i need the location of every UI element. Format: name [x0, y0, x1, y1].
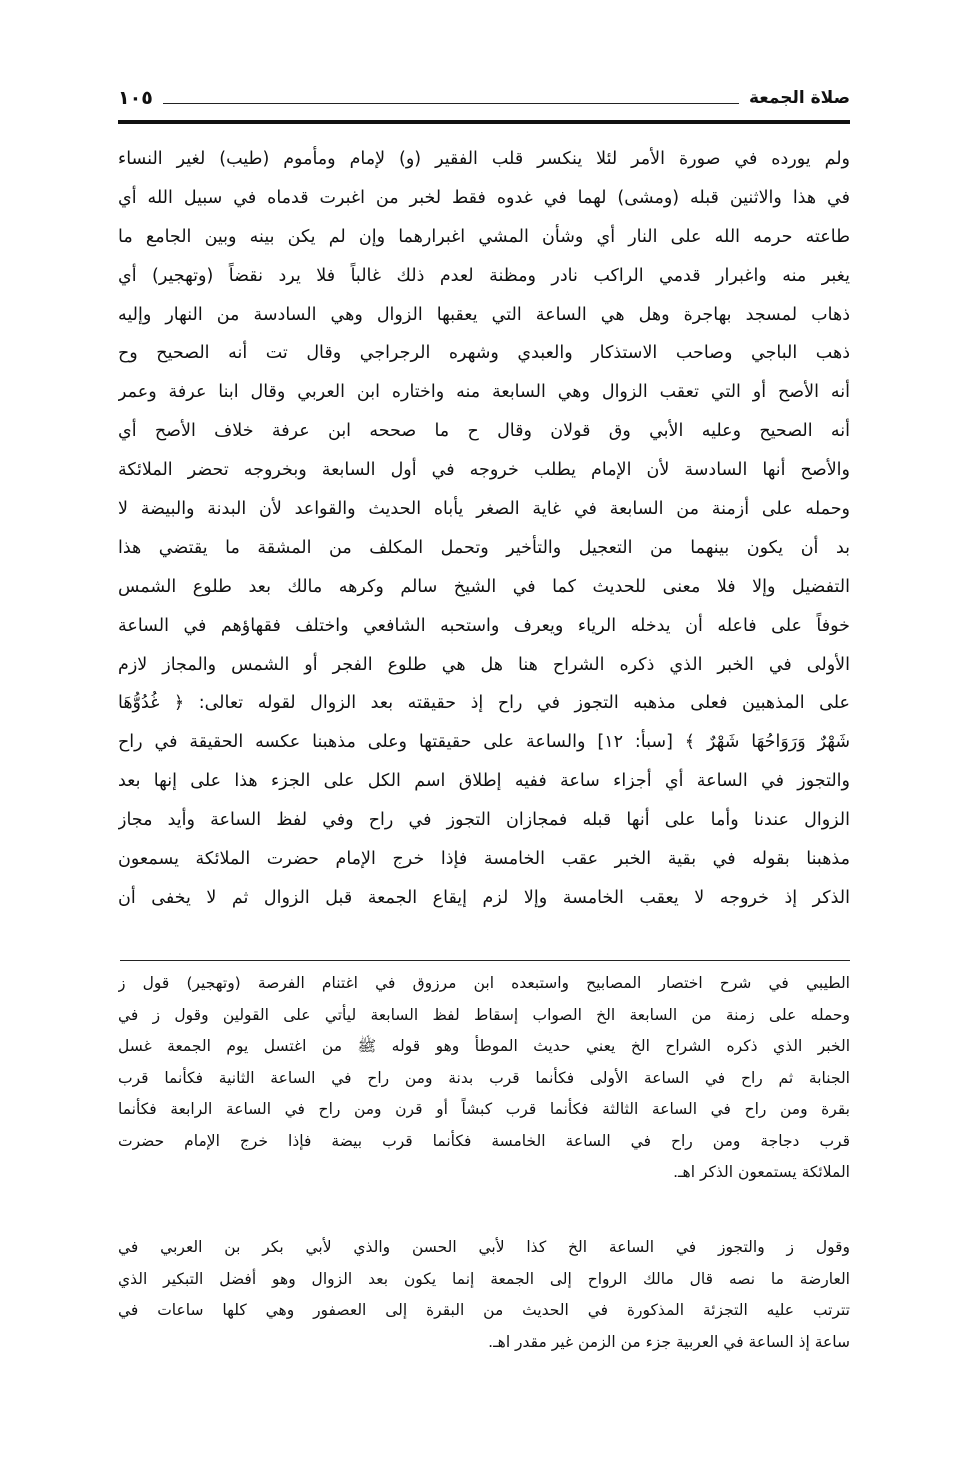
text-line: الأولى في الخبر الذي ذكره الشراح هنا هل هي طلوع الفجر أو الشمس والمجاز لازم: [118, 654, 850, 675]
text-line: والتجوز في الساعة أي أجزاء ساعة ففيه إطلاق اسم الكل على الجزء هذا على إنها بعد: [118, 771, 850, 792]
text-line: الزوال عندنا وأما على أنها قبله فمجازان التجوز في راح وفي لفظ الساعة وأيد مجاز: [118, 810, 850, 831]
text-line: التفضيل وإلا فلا معنى للحديث كما في الشيخ سالم وكرهه مالك بعد طلوع الشمس: [118, 576, 850, 597]
text-line: الذكر إذ خروجه لا يعقب الخامسة وإلا لزم إيقاع الجمعة قبل الزوال ثم لا يخفى أن: [118, 887, 850, 908]
text-line: تترتب عليه التجزئة المذكورة في الحديث من البقرة إلى العصفور وهي كلها ساعات في: [118, 1301, 850, 1319]
text-line: على المذهبين فعلى مذهبه التجوز في راح إذ حقيقته بعد الزوال لقوله تعالى: ﴿ غُدُوُّهَا: [118, 693, 850, 714]
text-line: أنه الأصح أو التي تعقب الزوال وهي السابعة منه واختاره ابن العربي وقال ابنا عرفة وعمر: [118, 382, 850, 403]
chapter-title: صلاة الجمعة: [748, 88, 850, 108]
page-number: ١٠٥: [118, 87, 153, 109]
main-text: [118, 140, 850, 918]
running-header: [118, 84, 850, 112]
text-line: ذهاب لمسجد بهاجرة وهل هي الساعة التي يعقبها الزوال وهي السادسة من النهار وإليه: [118, 304, 850, 325]
text-line: الطيبي في شرح اختصار المصابيح واستبعده ابن مرزوق في اغتنام الفرصة (وتهجير) قول ز: [118, 974, 850, 992]
text-line: ولم يورده في صورة الأمر لئلا ينكسر قلب الفقير (و) لإمام ومأموم (طيب) لغير النساء: [118, 149, 850, 169]
text-line: بد أن يكون بينهما من التعجيل والتأخير وتحمل المكلف من المشقة ما يقتضي هذا: [118, 537, 850, 558]
text-line: والأصح أنها السادسة لأن الإمام يطلب خروجه في أول السابعة وبخروجه تحضر الملائكة: [118, 460, 850, 481]
footnote-1: [118, 968, 850, 1189]
text-line: الخبر الذي ذكره الشراح الخ يعني حديث الموطأ وهو قوله ﷺ من اغتسل يوم الجمعة غسل: [118, 1037, 850, 1055]
text-line: في هذا والاثنين قبله (ومشى) لهما في غدوه فقط لخبر من اغبرت قدماه في سبيل الله أي: [118, 187, 850, 208]
text-line: ذهب الباجي وصاحب الاستذكار والعبدي وشهره الرجراجي وقال تت أنه الصحيح وح: [118, 343, 850, 364]
text-line: ساعة إذ الساعة في العربية جزء من الزمن غير مقدر اهـ.: [488, 1332, 850, 1351]
text-line: مذهبنا بقوله في بقية الخبر عقب الخامسة فإذا خرج الإمام حضرت الملائكة يسمعون: [118, 849, 850, 870]
text-line: شَهْرٌ وَرَوَاحُهَا شَهْرٌ ﴾ [سبأ: ١٢] والساعة على حقيقتها وعلى مذهبنا عكسه الحقيقة في راح: [118, 732, 850, 753]
text-line: خوفاً على فاعله أن يدخله الرياء ويعرف واستحبه الشافعي واختلف فقهاؤهم في الساعة: [118, 615, 850, 636]
text-line: وحمله على أزمنة من السابعة في غاية الصغر يأباه الحديث والقواعد لأن البدنة والبيضة لا: [118, 499, 850, 520]
text-line: يغبر منه واغبرار قدمي الراكب نادر ومظنة لعدم ذلك غالباً فلا يرد نقضاً (وتهجير) أي: [118, 265, 850, 286]
text-line: طاعته حرمه الله على النار أي وشأن المشي اغبرارهما وإن لم يكن بينه وبين الجامع ما: [118, 226, 850, 247]
text-line: الملائكة يستمعون الذكر اهـ.: [673, 1163, 850, 1181]
header-rule: [118, 120, 850, 124]
text-line: وحمله على زمنة من السابعة الخ الصواب إسقاط لفظ السابعة ليأتي على القولين وقول ز في: [118, 1005, 850, 1024]
footnote-2: [118, 1232, 850, 1358]
text-line: أنه الصحيح وعليه الأبي وق قولان وقال ح ما صححه ابن عرفة خلاف الأصح أي: [118, 421, 850, 442]
text-line: العارضة ما نصه قال مالك الرواح إلى الجمعة إنما يكون بعد الزوال وهو أفضل التبكير الذي: [118, 1269, 850, 1288]
text-line: الجنابة ثم راح في الساعة الأولى فكأنما قرب بدنة ومن راح في الساعة الثانية فكأنما قرب: [118, 1068, 850, 1087]
text-line: قرب دجاجة ومن راح في الساعة الخامسة فكأنما قرب بيضة فإذا خرج الإمام حضرت: [118, 1131, 850, 1150]
text-line: بقرة ومن راح في الساعة الثالثة فكأنما قرب كبشاً أو قرن ومن راح في الساعة الرابعة فكأنما: [118, 1100, 850, 1118]
header-line: [163, 103, 739, 104]
text-line: وقول ز والتجوز في الساعة الخ كذا لأبي الحسن والذي لأبي بكر بن العربي في: [118, 1238, 850, 1256]
footnote-separator: [120, 960, 850, 961]
